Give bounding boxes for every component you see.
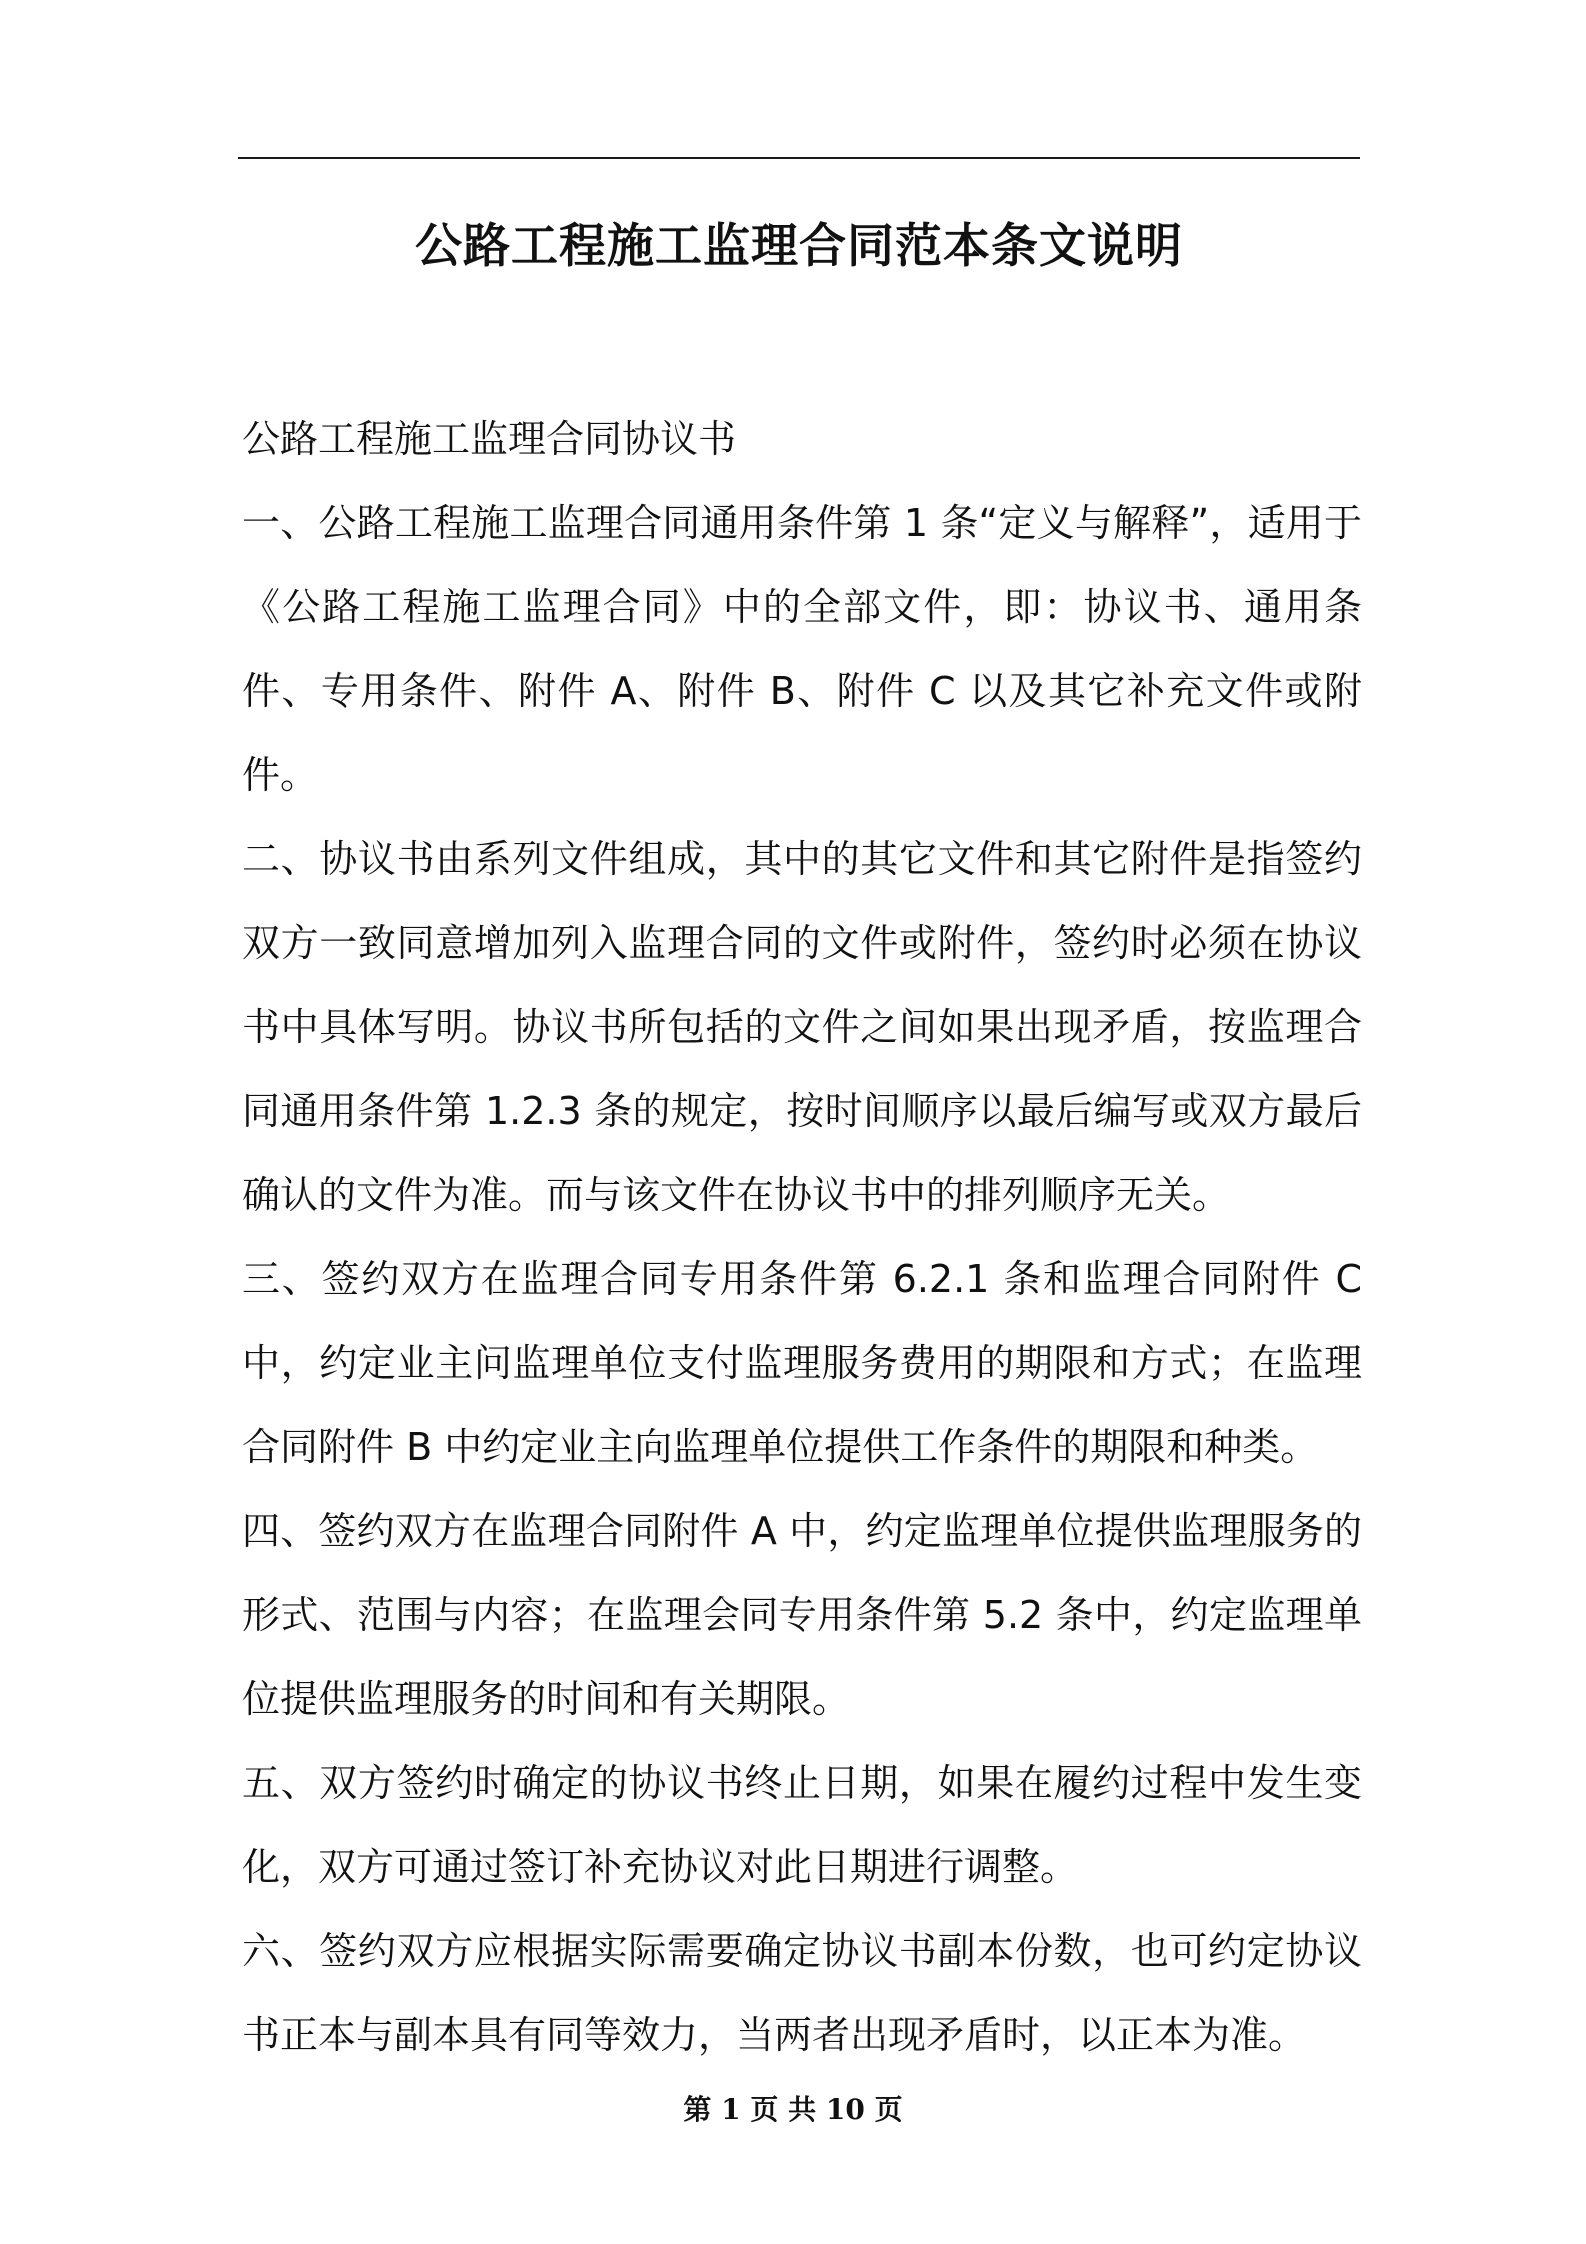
page-number-footer: 第 1 页 共 10 页	[683, 2093, 903, 2126]
header-rule	[238, 157, 1360, 159]
paragraph-4: 四、签约双方在监理合同附件 A 中，约定监理单位提供监理服务的形式、范围与内容；在监理会同专用条件第 5.2 条中，约定监理单位提供监理服务的时间和有关期限。	[242, 1509, 1362, 1721]
paragraph-6: 六、签约双方应根据实际需要确定协议书副本份数，也可约定协议书正本与副本具有同等效力，当两者出现矛盾时，以正本为准。	[242, 1929, 1362, 2057]
document-title: 公路工程施工监理合同范本条文说明	[415, 219, 1183, 274]
section-heading: 公路工程施工监理合同协议书	[242, 417, 737, 461]
paragraph-5: 五、双方签约时确定的协议书终止日期，如果在履约过程中发生变化，双方可通过签订补充协议对此日期进行调整。	[242, 1761, 1362, 1889]
document-body	[242, 397, 1362, 2077]
paragraph-1: 一、公路工程施工监理合同通用条件第 1 条“定义与解释”，适用于《公路工程施工监理合同》中的全部文件，即：协议书、通用条件、专用条件、附件 A、附件 B、附件 C 以及其它补充文件或附件。	[242, 501, 1362, 797]
paragraph-2: 二、协议书由系列文件组成，其中的其它文件和其它附件是指签约双方一致同意增加列入监理合同的文件或附件，签约时必须在协议书中具体写明。协议书所包括的文件之间如果出现矛盾，按监理合同通用条件第 1.2.3 条的规定，按时间顺序以最后编写或双方最后确认的文件为准。而与该文件在协议书中的排列顺序无关。	[242, 837, 1362, 1217]
paragraph-3: 三、签约双方在监理合同专用条件第 6.2.1 条和监理合同附件 C 中，约定业主问监理单位支付监理服务费用的期限和方式；在监理合同附件 B 中约定业主向监理单位提供工作条件的期限和种类。	[242, 1257, 1362, 1469]
